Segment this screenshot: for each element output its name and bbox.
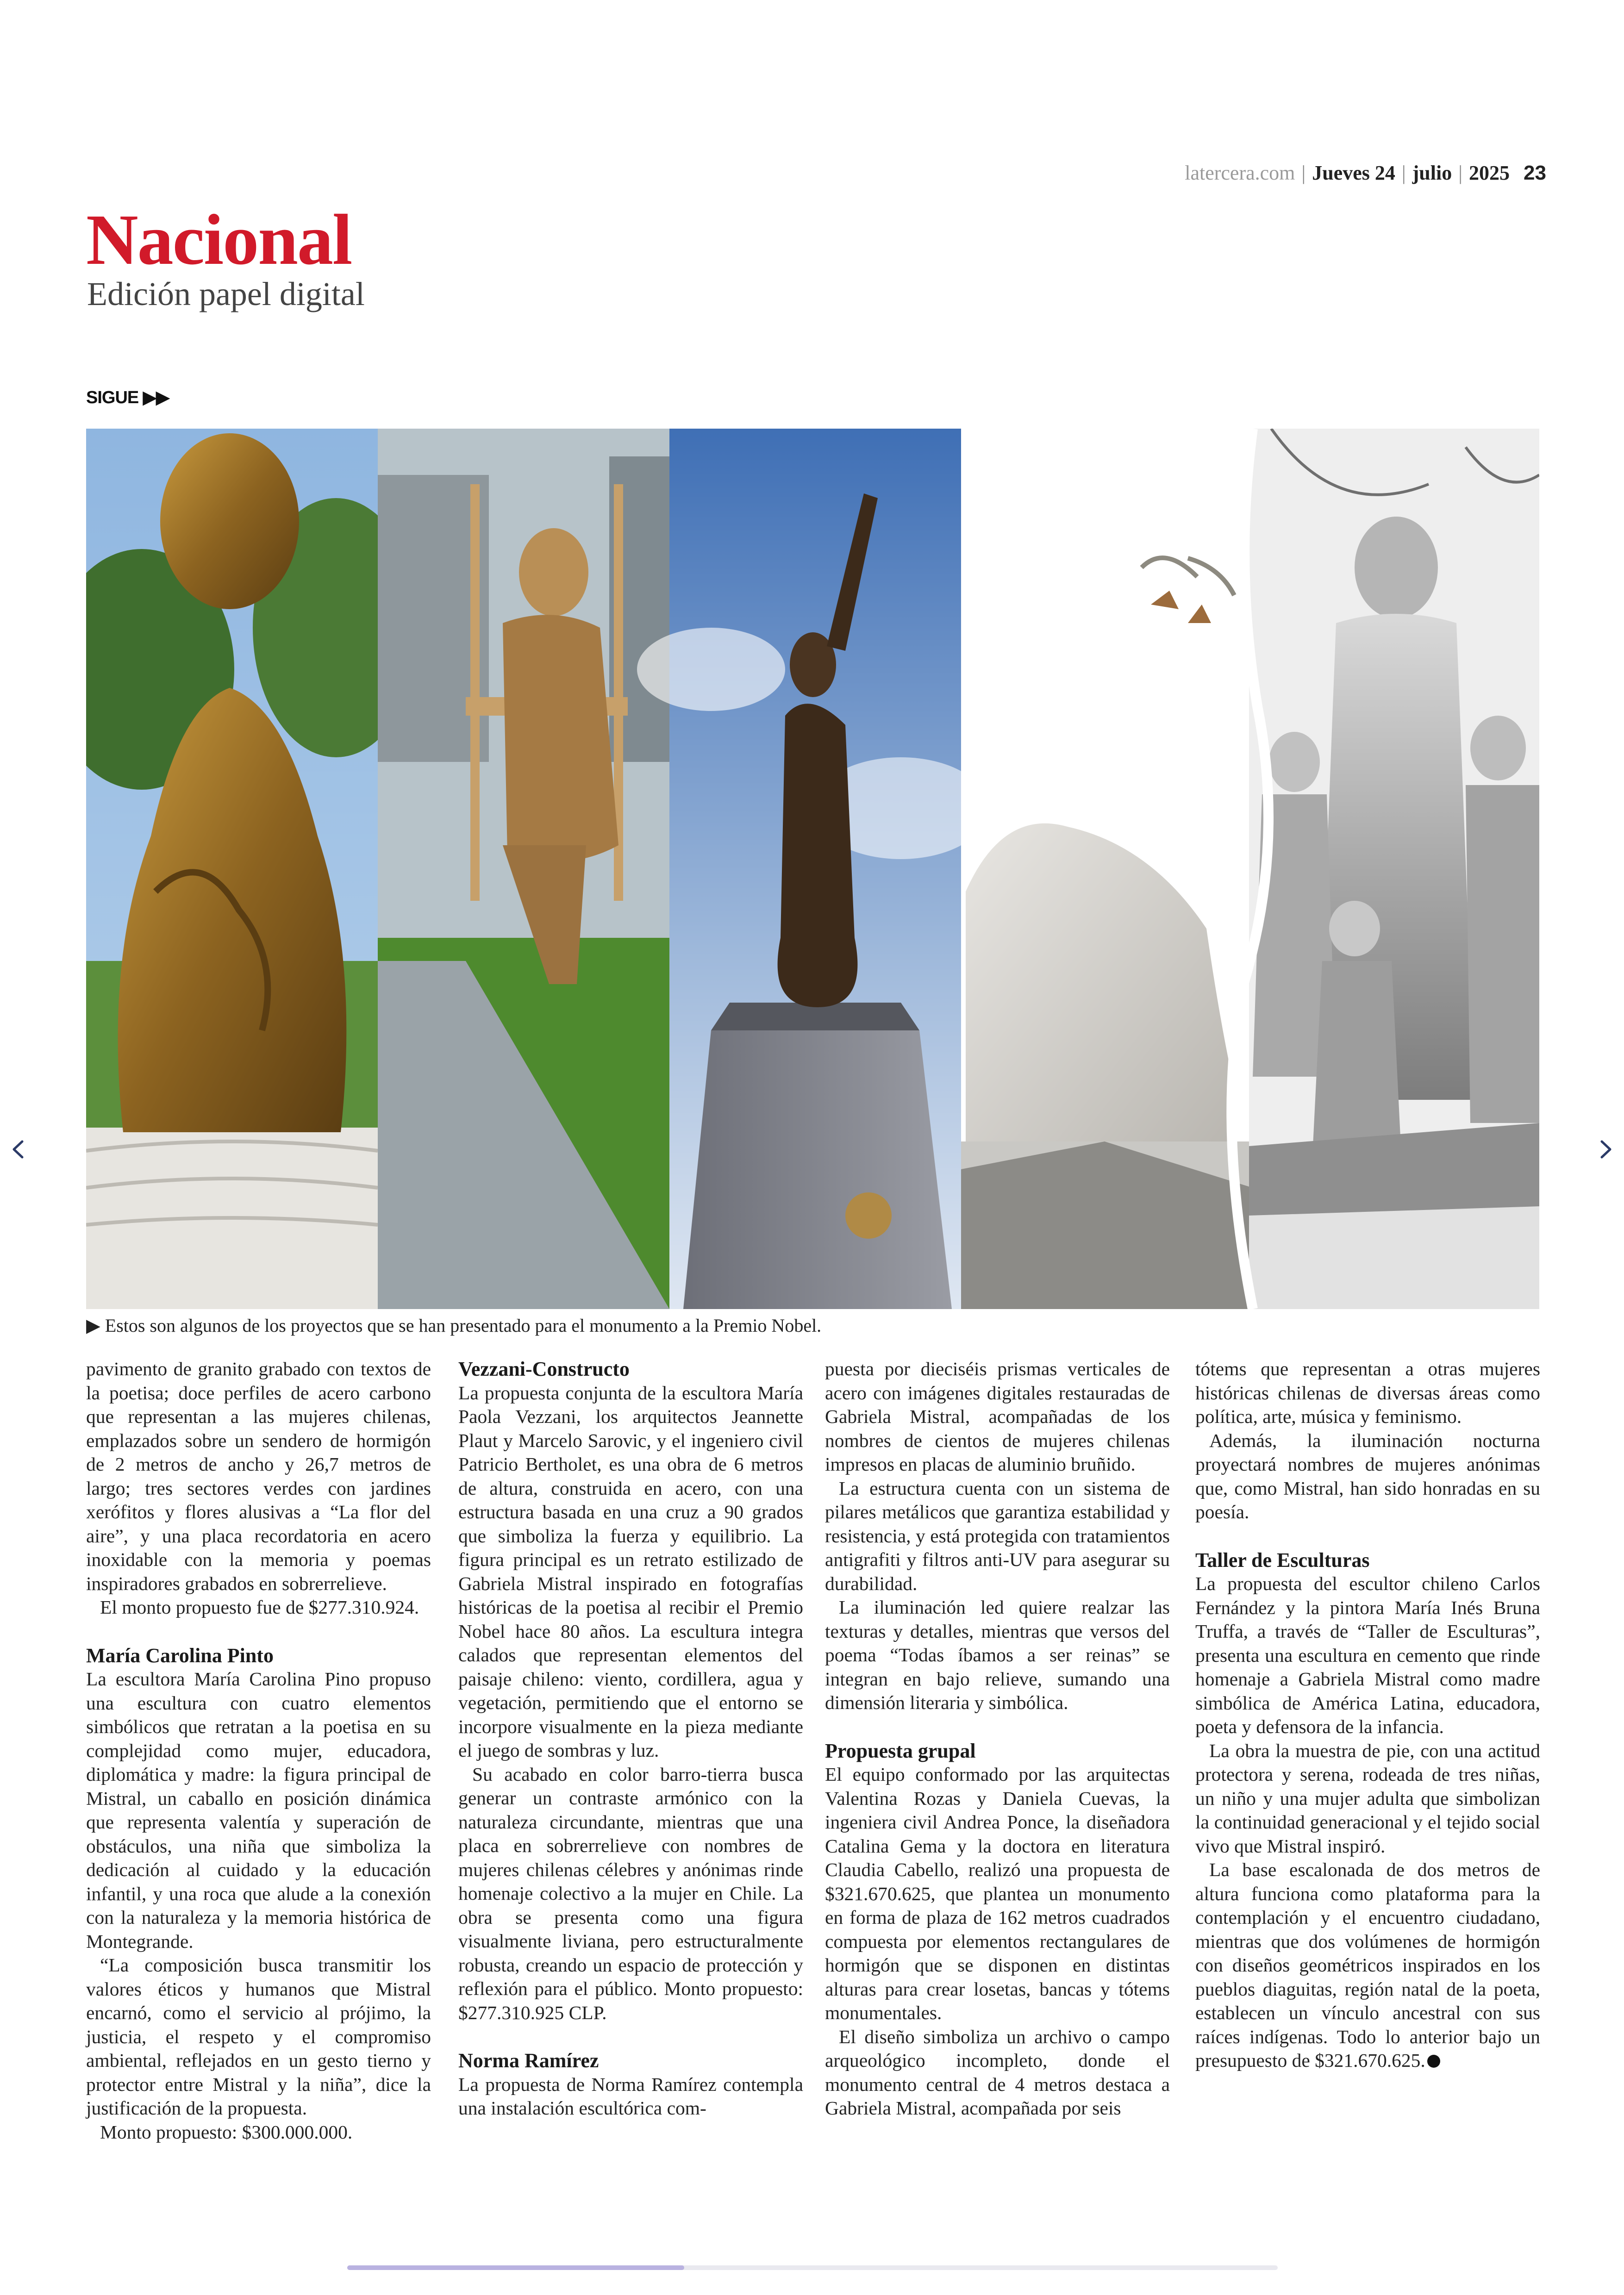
photo-panel-stone-profile xyxy=(961,429,1271,1309)
paragraph: Además, la iluminación nocturna proyectará nombres de mujeres anónimas que, como Mistral, han sido honradas en su poesía. xyxy=(1195,1429,1540,1522)
article-column-3 xyxy=(825,1357,1170,2120)
paragraph: “La composición busca transmitir los valores éticos y humanos que Mistral encarnó, como el servicio al prójimo, la justicia, el respeto y el compromiso ambiental, reflejados en un gesto tierno y protector entre Mistral y la niña”, dice la justificación de la propuesta. xyxy=(86,1954,431,2119)
masthead-dateline: latercera.com | Jueves 24 | julio | 2025 23 xyxy=(1185,162,1546,184)
chevron-left-icon xyxy=(3,1133,35,1166)
paragraph-final xyxy=(1195,1858,1540,2073)
continues-label: SIGUE ▶▶ xyxy=(86,388,169,407)
paragraph-text: La base escalonada de dos metros de altura funciona como plataforma para la contemplación y el encuentro ciudadano, mientras que dos volúmenes de hormigón con diseños geométricos inspirados en los pueblos diaguitas, región natal de la poeta, establecen un vínculo ancestral con sus raíces indígenas. Todo lo anterior bajo un presupuesto de $321.670.625. xyxy=(1195,1859,1540,2071)
paragraph: Monto propuesto: $300.000.000. xyxy=(100,2121,353,2143)
section-title: Nacional xyxy=(86,200,352,280)
chevron-right-icon xyxy=(1589,1133,1621,1166)
paragraph: La obra la muestra de pie, con una actitud protectora y serena, rodeada de tres niñas, un niño y una mujer adulta que simbolizan la continuidad generacional y el tejido social vivo que Mistral inspiró. xyxy=(1195,1740,1540,1857)
paragraph: La escultora María Carolina Pino propuso una escultura con cuatro elementos simbólicos que retratan a la poetisa en su complejidad como mujer, educadora, diplomática y madre: la figura principal de Mistral, un caballo en posición dinámica que representa valentía y superación de obstáculos, una niña que simboliza la dedicación al cuidado y la educación infantil, y una roca que alude a la conexión con la naturaleza y la memoria histórica de Montegrande. xyxy=(86,1668,431,1952)
paragraph: La estructura cuenta con un sistema de pilares metálicos que garantiza estabilidad y resistencia, y está protegida con tratamientos antigrafiti y filtros anti-UV para asegurar su durabilidad. xyxy=(825,1477,1170,1594)
subheading-ramirez: Norma Ramírez xyxy=(458,2049,599,2072)
previous-page-button[interactable] xyxy=(3,1133,35,1166)
photo-panel-bronze-column xyxy=(637,429,989,1309)
paragraph: El diseño simboliza un archivo o campo arqueológico incompleto, donde el monumento central de 4 metros destaca a Gabriela Mistral, acompañada por seis xyxy=(825,2026,1170,2119)
page-scroll-thumb[interactable] xyxy=(347,2265,684,2270)
article-column-1 xyxy=(86,1357,431,2144)
paragraph: La propuesta de Norma Ramírez contempla una instalación escultórica com- xyxy=(458,2073,803,2119)
sculptures-photo-collage xyxy=(86,429,1539,1309)
edition-subtitle: Edición papel digital xyxy=(87,275,365,312)
weekday-day: Jueves 24 xyxy=(1312,162,1395,184)
article-column-4 xyxy=(1195,1357,1540,2073)
paragraph: El equipo conformado por las arquitectas Valentina Rozas y Daniela Cuevas, la ingeniera civil Andrea Ponce, la diseñadora Catalina Gema y la doctora en literatura Claudia Cabello, realizó una propuesta de $321.670.625, que plantea un monumento en forma de plaza de 162 metros cuadrados compuesta por elementos rectangulares de hormigón que se disponen en distintas alturas para crear losetas, bancas y tótems monumentales. xyxy=(825,1764,1170,2023)
photo-panel-group-sculpture xyxy=(1249,429,1539,1309)
end-of-article-icon xyxy=(1427,2055,1440,2068)
photo-panel-pinto xyxy=(86,429,419,1309)
paragraph: La iluminación led quiere realzar las texturas y detalles, mientras que versos del poema “Todas íbamos a ser reinas” se integran en bajo relieve, sumando una dimensión literaria y simbólica. xyxy=(825,1597,1170,1713)
paragraph: La propuesta conjunta de la escultora María Paola Vezzani, los arquitectos Jeannette Plaut y Marcelo Sarovic, y el ingeniero civil Patricio Bertholet, es una obra de 6 metros de altura, construida en acero, con una estructura basada en una cruz a 90 grados que simboliza la fuerza y equilibrio. La figura principal es un retrato estilizado de Gabriela Mistral inspirado en fotografías históricas de la poetisa al recibir el Premio Nobel hace 80 años. La escultura integra calados que representan elementos del paisaje chileno: viento, cordillera, agua y vegetación, permitiendo que el entorno se incorpore visualmente en la pieza mediante el juego de sombras y luz. xyxy=(458,1382,803,1761)
paragraph: tótems que representan a otras mujeres históricas chilenas de diversas áreas como política, arte, música y feminismo. xyxy=(1195,1358,1540,1427)
subheading-pinto: María Carolina Pinto xyxy=(86,1644,274,1667)
photo-panel-seated-figure xyxy=(378,429,669,1309)
paragraph: La propuesta del escultor chileno Carlos Fernández y la pintora María Inés Bruna Truffa, a través de “Taller de Esculturas”, presenta una escultura en cemento que rinde homenaje a Gabriela Mistral como madre simbólica de América Latina, educadora, poeta y defensora de la infancia. xyxy=(1195,1573,1540,1737)
article-column-2 xyxy=(458,1357,803,2120)
paragraph: Su acabado en color barro-tierra busca generar un contraste armónico con la naturaleza circundante, mientras que una placa en sobrerrelieve con nombres de mujeres chilenas célebres y anónimas rinde homenaje colectivo a la mujer en Chile. La obra se presenta como una figura visualmente liviana, pero estructuralmente robusta, creando un espacio de protección y reflexión para el público. Monto propuesto: $277.310.925 CLP. xyxy=(458,1763,803,2023)
subheading-taller: Taller de Esculturas xyxy=(1195,1548,1370,1572)
paragraph: puesta por dieciséis prismas verticales de acero con imágenes digitales restauradas de Gabriela Mistral, acompañadas de los nombres de cientos de mujeres chilenas impresos en placas de aluminio bruñido. xyxy=(825,1358,1170,1475)
site-name: latercera.com xyxy=(1185,162,1295,184)
subheading-grupal: Propuesta grupal xyxy=(825,1739,976,1762)
photo-caption: ▶ Estos son algunos de los proyectos que se han presentado para el monumento a la Premio Nobel. xyxy=(86,1315,822,1336)
year: 2025 xyxy=(1469,162,1510,184)
subheading-vezzani: Vezzani-Constructo xyxy=(458,1358,630,1380)
month: julio xyxy=(1412,162,1452,184)
paragraph: El monto propuesto fue de $277.310.924. xyxy=(100,1597,419,1618)
next-page-button[interactable] xyxy=(1589,1133,1621,1166)
page-number: 23 xyxy=(1524,162,1546,184)
paragraph: pavimento de granito grabado con textos de la poetisa; doce perfiles de acero carbono que representan a las mujeres chilenas, emplazados sobre un sendero de hormigón de 2 metros de ancho y 26,7 metros de largo; tres sectores verdes con jardines xerófitos y flores alusivas a “La flor del aire”, y una placa recordatoria en acero inoxidable con la memoria y poemas inspiradores grabados en sobrerrelieve. xyxy=(86,1358,431,1594)
